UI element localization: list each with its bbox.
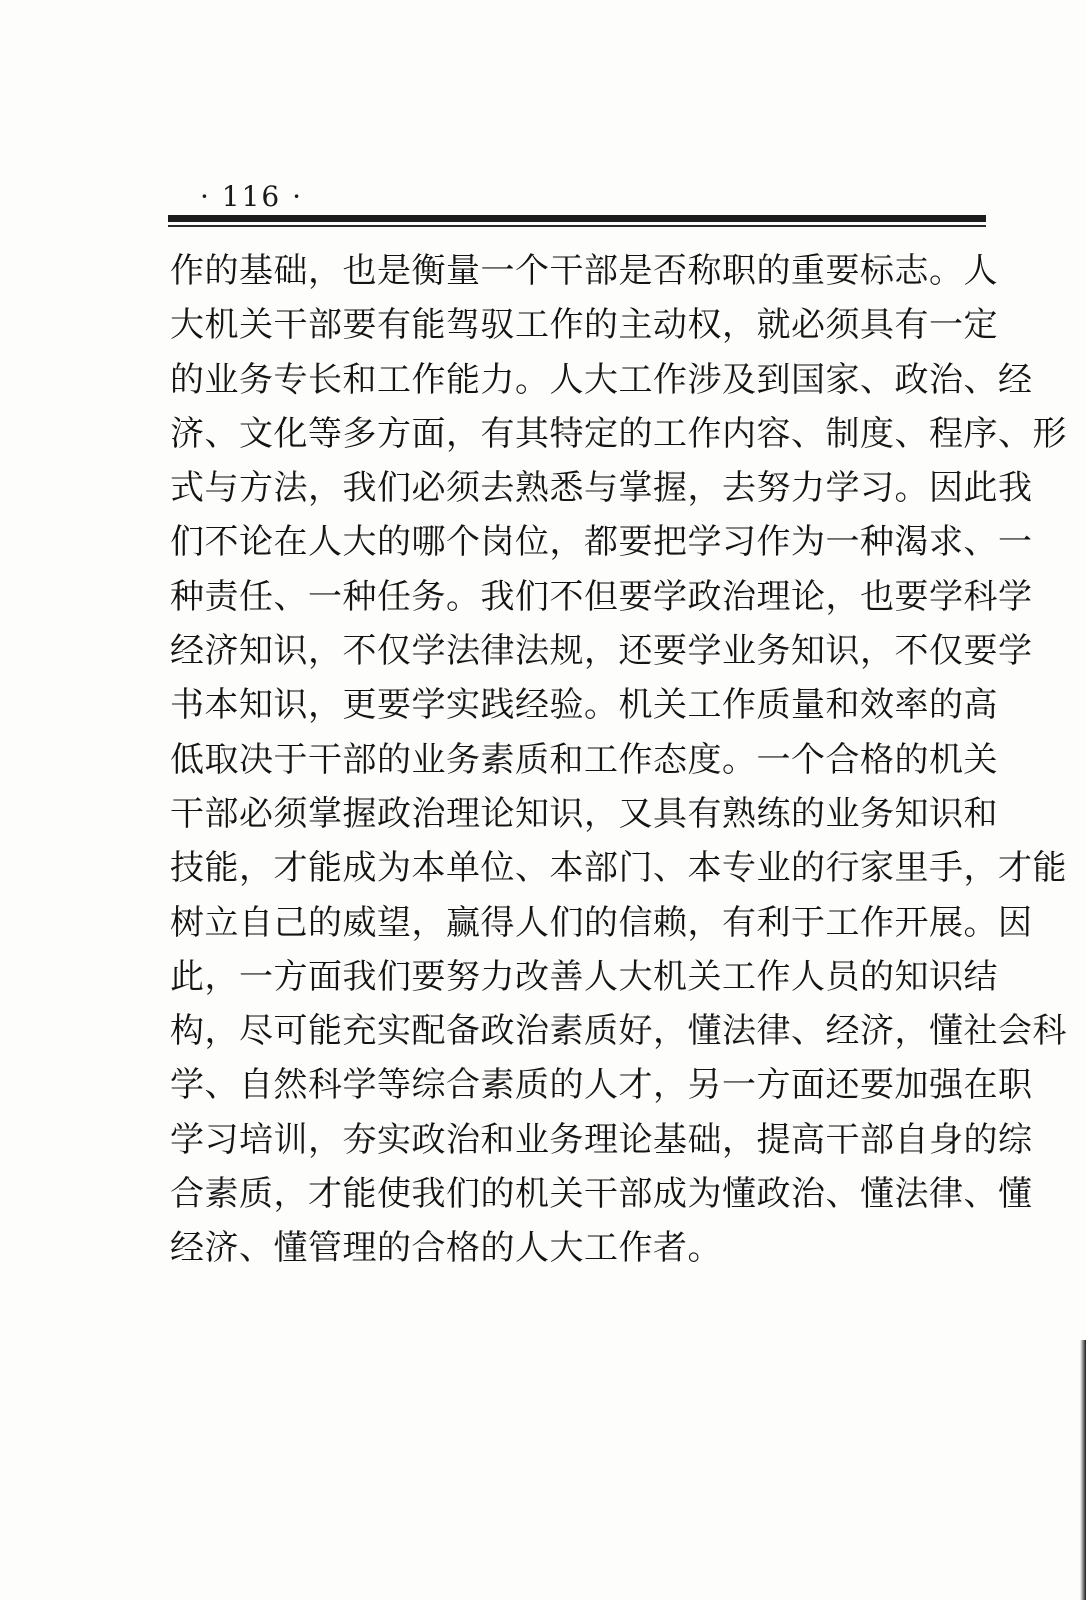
text-line: 济、文化等多方面，有其特定的工作内容、制度、程序、形 — [170, 413, 1067, 454]
text-line: 大机关干部要有能驾驭工作的主动权，就必须具有一定 — [170, 305, 998, 346]
scan-edge-shadow — [1080, 1340, 1086, 1600]
text-line: 学、自然科学等综合素质的人才，另一方面还要加强在职 — [170, 1065, 1033, 1106]
text-line: 式与方法，我们必须去熟悉与掌握，去努力学习。因此我 — [170, 468, 1033, 509]
body-text — [170, 244, 1067, 1276]
text-line: 种责任、一种任务。我们不但要学政治理论，也要学科学 — [170, 576, 1033, 617]
header-rule-thick — [168, 215, 986, 222]
text-line: 书本知识，更要学实践经验。机关工作质量和效率的高 — [170, 685, 998, 726]
text-line: 经济知识，不仅学法律法规，还要学业务知识，不仅要学 — [170, 631, 1033, 672]
text-line: 的业务专长和工作能力。人大工作涉及到国家、政治、经 — [170, 359, 1033, 400]
text-line: 构，尽可能充实配备政治素质好，懂法律、经济，懂社会科 — [170, 1011, 1067, 1052]
page-number: · 116 · — [200, 180, 304, 213]
text-line: 干部必须掌握政治理论知识，又具有熟练的业务知识和 — [170, 793, 998, 834]
text-line: 技能，才能成为本单位、本部门、本专业的行家里手，才能 — [170, 848, 1067, 889]
text-line: 学习培训，夯实政治和业务理论基础，提高干部自身的综 — [170, 1119, 1033, 1160]
text-line: 经济、懂管理的合格的人大工作者。 — [170, 1228, 722, 1269]
text-line: 树立自己的威望，赢得人们的信赖，有利于工作开展。因 — [170, 902, 1033, 943]
text-line: 低取决于干部的业务素质和工作态度。一个合格的机关 — [170, 739, 998, 780]
text-line: 们不论在人大的哪个岗位，都要把学习作为一种渴求、一 — [170, 522, 1033, 563]
text-line: 作的基础，也是衡量一个干部是否称职的重要标志。人 — [170, 251, 998, 291]
text-line: 合素质，才能使我们的机关干部成为懂政治、懂法律、懂 — [170, 1174, 1033, 1215]
header-rule-thin — [168, 225, 986, 227]
text-line: 此，一方面我们要努力改善人大机关工作人员的知识结 — [170, 956, 998, 997]
